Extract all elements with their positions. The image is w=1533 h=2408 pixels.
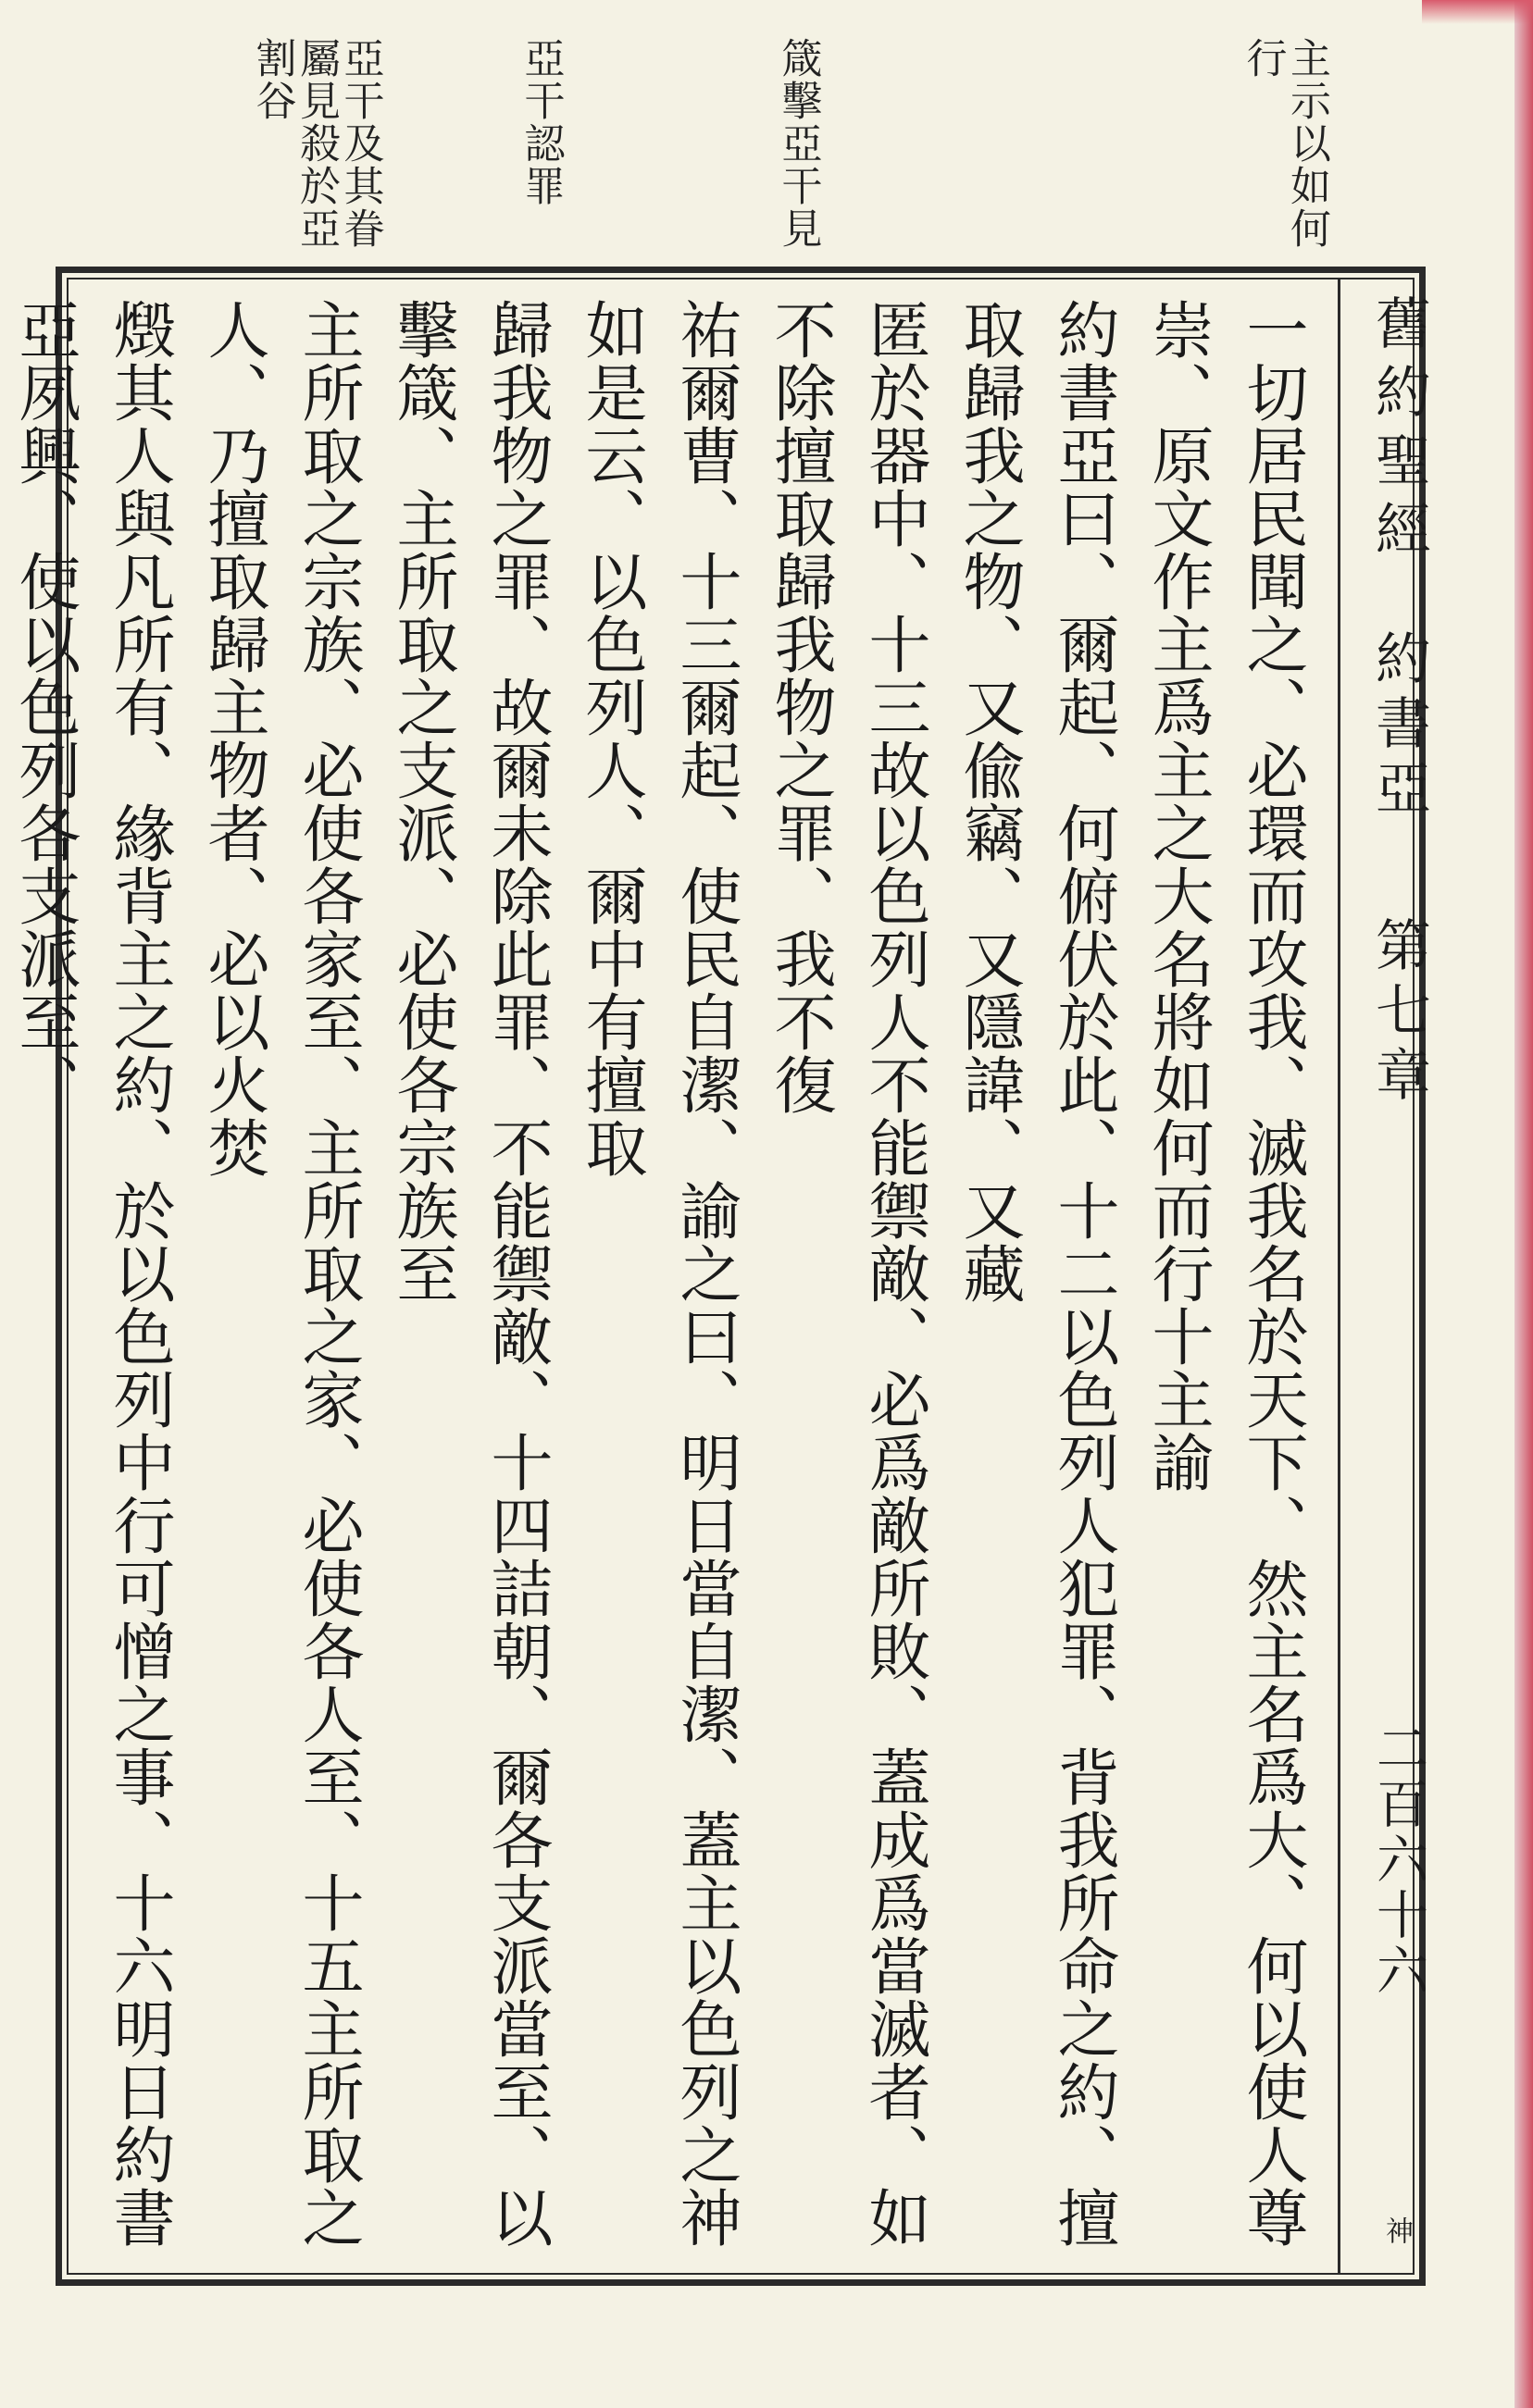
book-name: 約書亞 <box>1366 629 1431 824</box>
chapter-label: 第七章 <box>1366 916 1431 1111</box>
page-edge-top <box>1422 0 1533 24</box>
text-column: 歸我物之罪、故爾未除此罪、不能禦敵、十四詰朝、爾各支派當至、以擊箴、主所取之支派、必使各宗族至 <box>387 298 554 2249</box>
text-column: 燬其人與凡所有、緣背主之約、於以色列中行可憎之事、十六明日約書亞夙興、使以色列各支派至、 <box>9 298 176 2249</box>
page-edge <box>1514 0 1533 2408</box>
margin-note-3: 亞干認罪 <box>517 37 565 207</box>
text-column: 一切居民聞之、必環而攻我、滅我名於天下、然主名爲大、何以使人尊崇、原文作主爲主之大名將如何而行十主諭 <box>1142 298 1309 2249</box>
margin-note-1: 主示以如何行 <box>1239 37 1331 250</box>
text-column: 祐爾曹、十三爾起、使民自潔、諭之曰、明日當自潔、蓋主以色列之神如是云、以色列人、爾中有擅取 <box>576 298 742 2249</box>
page-number: 二百六十六 <box>1368 1721 1428 1999</box>
text-column: 主所取之宗族、必使各家至、主所取之家、必使各人至、十五主所取之人、乃擅取歸主物者、必以火焚 <box>198 298 365 2249</box>
edition-mark: 神 <box>1380 2216 1413 2244</box>
margin-note-2: 箴擊亞干見 <box>774 37 822 250</box>
margin-note-4: 亞干及其眷屬見殺於亞割谷 <box>248 37 384 250</box>
header-rule <box>1338 278 1340 2275</box>
margin-notes <box>167 37 1352 259</box>
running-title: 舊約聖經 <box>1366 294 1431 568</box>
text-column: 匿於器中、十三故以色列人不能禦敵、必爲敵所敗、蓋成爲當滅者、如不除擅取歸我物之罪、我不復 <box>765 298 931 2249</box>
text-column: 約書亞曰、爾起、何俯伏於此、十二以色列人犯罪、背我所命之約、擅取歸我之物、又偸竊、又隱諱、又藏 <box>953 298 1120 2249</box>
body-text <box>9 298 1320 2267</box>
